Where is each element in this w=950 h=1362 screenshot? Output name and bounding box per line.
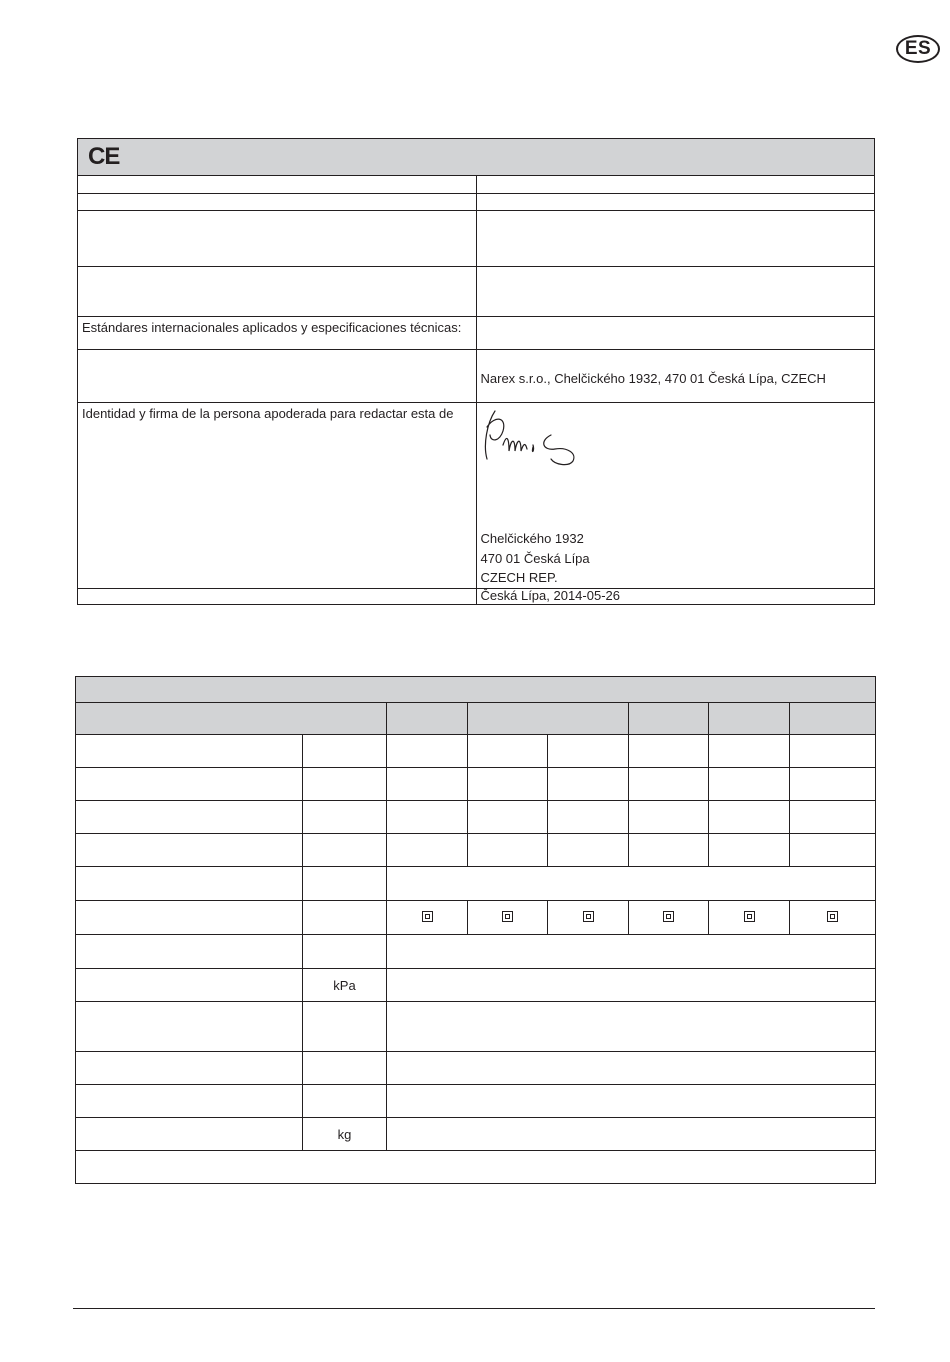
spec-cell [387,768,468,801]
spec-cell [790,768,876,801]
decl-cell [78,267,477,317]
spec-cell [790,801,876,834]
spec-cell [387,969,876,1002]
spec-table [75,676,876,1184]
spec-cell [629,768,709,801]
language-badge: ES [896,35,940,63]
spec-cell [548,735,629,768]
spec-cell [76,801,303,834]
spec-cell [790,735,876,768]
spec-cell [468,801,548,834]
spec-cell [709,768,790,801]
spec-cell [303,901,387,935]
spec-cell [76,969,303,1002]
decl-cell [476,176,875,194]
spec-cell [76,1052,303,1085]
spec-cell [790,834,876,867]
spec-cell [468,834,548,867]
decl-cell [78,176,477,194]
spec-subheader [790,703,876,735]
spec-cell [629,735,709,768]
spec-header [76,677,876,703]
spec-cell [709,834,790,867]
spec-cell [387,867,876,901]
spec-cell [303,1052,387,1085]
spec-cell [387,1002,876,1052]
spec-cell [548,768,629,801]
spec-cell [468,735,548,768]
double-insulation-icon [502,911,513,922]
decl-cell [78,588,477,604]
spec-cell [387,1085,876,1118]
spec-cell [387,735,468,768]
spec-cell [76,735,303,768]
pressure-unit: kPa [303,969,387,1002]
spec-cell [387,935,876,969]
spec-cell [76,1085,303,1118]
spec-cell [303,1085,387,1118]
manufacturer-info: Narex s.r.o., Chelčického 1932, 470 01 Česká Lípa, CZECH [476,350,875,403]
spec-cell [76,768,303,801]
decl-cell [476,267,875,317]
double-insulation-icon [663,911,674,922]
declaration-table [77,138,875,605]
weight-unit: kg [303,1118,387,1151]
spec-cell [303,801,387,834]
decl-cell [78,350,477,403]
address-line: Chelčického 1932 [480,531,584,546]
double-insulation-icon [422,911,433,922]
spec-subheader [468,703,629,735]
spec-cell [548,834,629,867]
ce-mark-icon: CE [88,143,120,170]
double-insulation-icon [583,911,594,922]
spec-subheader [387,703,468,735]
spec-cell [387,1052,876,1085]
address-line: 470 01 Česká Lípa [480,550,590,566]
place-date: Česká Lípa, 2014-05-26 [476,588,875,604]
address-line: CZECH REP. [480,570,558,585]
decl-cell [78,194,477,211]
standards-value [476,317,875,350]
spec-cell [387,1118,876,1151]
spec-cell [76,901,303,935]
signature-cell [476,403,875,589]
spec-cell [76,1118,303,1151]
footer-divider [73,1308,875,1309]
spec-cell [303,768,387,801]
spec-cell [303,935,387,969]
spec-subheader [76,703,387,735]
decl-cell [78,211,477,267]
decl-cell [476,211,875,267]
spec-subheader [629,703,709,735]
spec-cell [387,801,468,834]
spec-cell [629,834,709,867]
signatory-label: Identidad y firma de la persona apoderada para redactar esta de [78,403,477,589]
spec-cell [629,801,709,834]
spec-cell [76,867,303,901]
spec-subheader [709,703,790,735]
spec-cell [709,735,790,768]
spec-cell [303,834,387,867]
decl-cell [476,194,875,211]
double-insulation-icon [827,911,838,922]
spec-footer-row [76,1151,876,1184]
spec-cell [76,1002,303,1052]
spec-cell [387,834,468,867]
double-insulation-icon [744,911,755,922]
declaration-header [78,139,875,176]
standards-label: Estándares internacionales aplicados y especificaciones técnicas: [78,317,477,350]
spec-cell [548,801,629,834]
spec-cell [303,867,387,901]
spec-cell [303,1002,387,1052]
spec-cell [76,935,303,969]
spec-cell [303,735,387,768]
spec-cell [709,801,790,834]
signature-image [481,405,581,469]
spec-cell [76,834,303,867]
spec-cell [468,768,548,801]
